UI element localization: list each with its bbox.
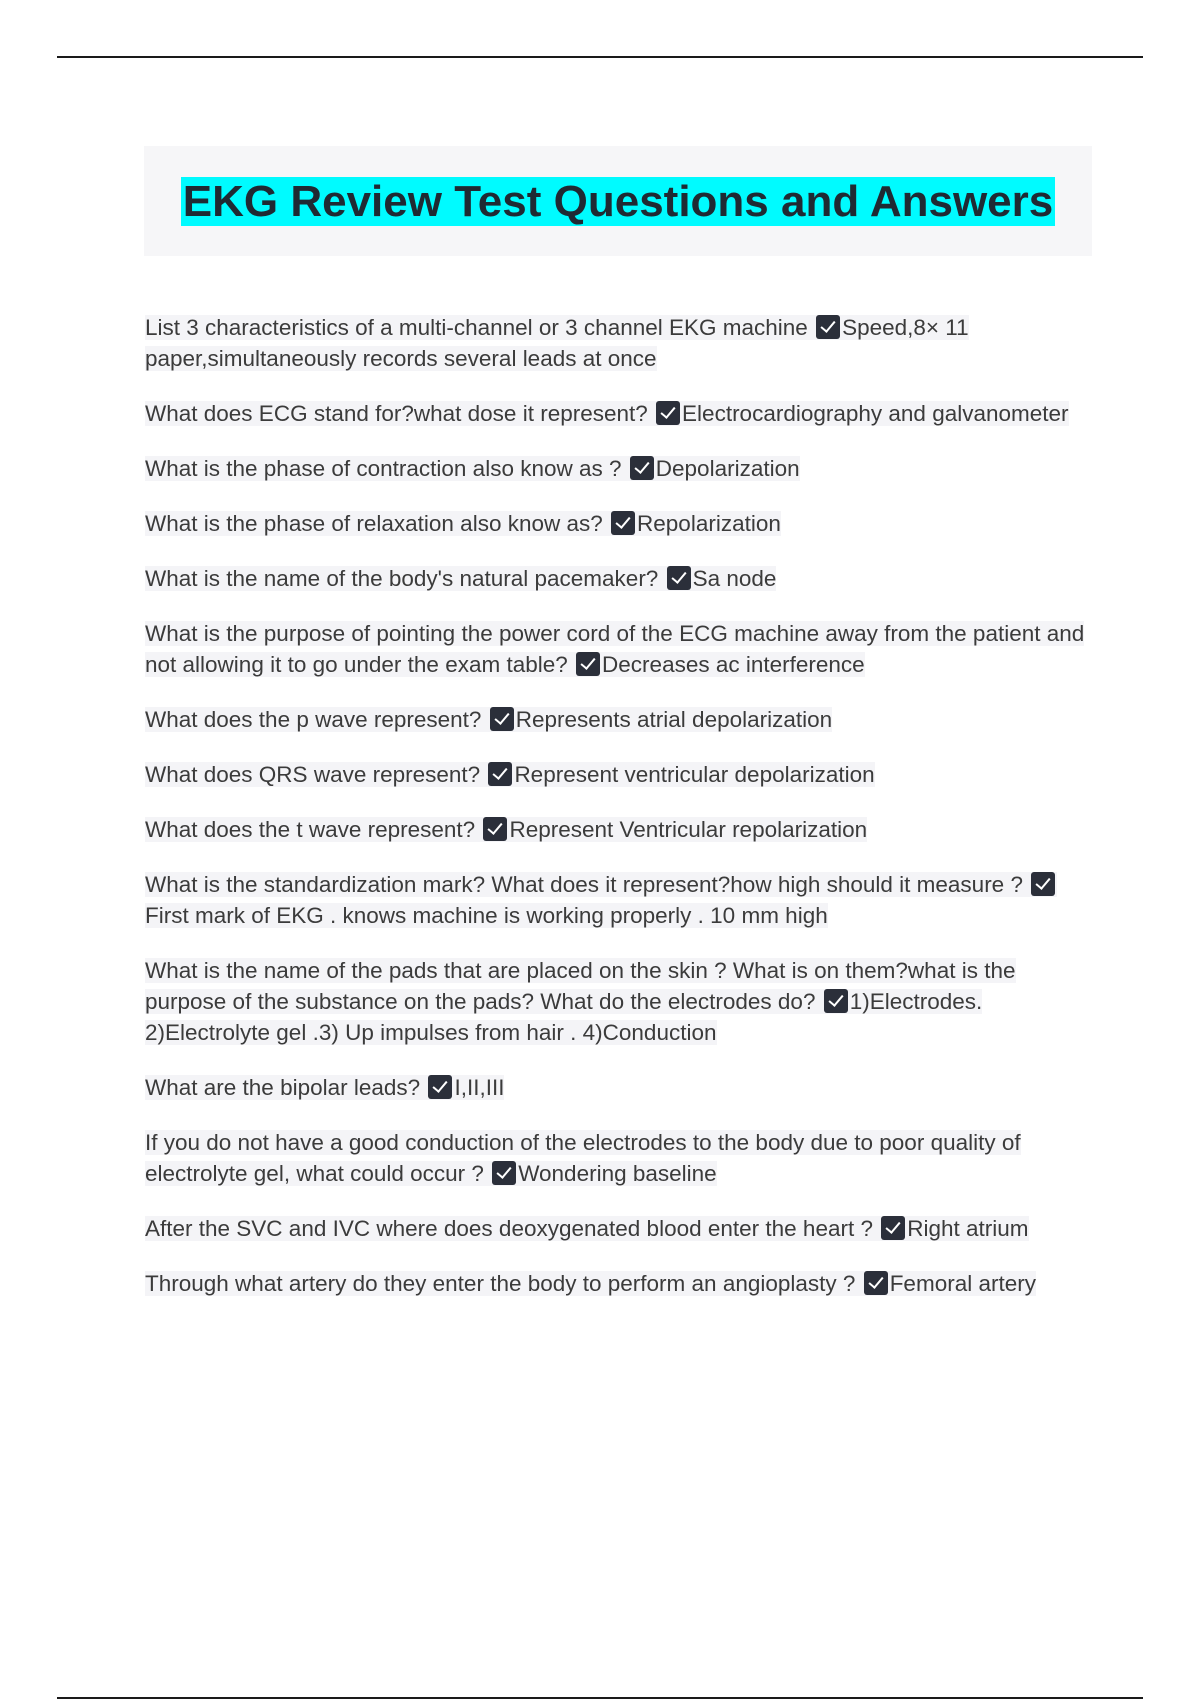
qa-item [145, 1127, 1090, 1189]
qa-item [145, 312, 1090, 374]
qa-item [145, 1072, 1090, 1103]
question-text: What does the p wave represent? [145, 707, 482, 732]
answer-text: Represents atrial depolarization [515, 707, 833, 732]
check-box-icon [667, 566, 691, 590]
answer-text: Femoral artery [889, 1271, 1036, 1296]
check-box-icon [881, 1216, 905, 1240]
check-box-icon [816, 315, 840, 339]
check-box-icon [576, 652, 600, 676]
page-title [181, 173, 1055, 230]
qa-item [145, 508, 1090, 539]
answer-text: I,II,III [454, 1075, 505, 1100]
qa-item [145, 398, 1090, 429]
check-box-icon [492, 1161, 516, 1185]
qa-item [145, 814, 1090, 845]
check-box-icon [428, 1075, 452, 1099]
answer-text: First mark of EKG . knows machine is working properly . 10 mm high [145, 903, 828, 928]
answer-text: Electrocardiography and galvanometer [682, 401, 1069, 426]
answer-text: Sa node [692, 566, 777, 591]
check-box-icon [490, 707, 514, 731]
question-text: What does QRS wave represent? [145, 762, 481, 787]
question-text: What are the bipolar leads? [145, 1075, 421, 1100]
question-text: What is the phase of contraction also know as ? [145, 456, 622, 481]
answer-text: Represent Ventricular repolarization [509, 817, 868, 842]
question-text: If you do not have a good conduction of the electrodes to the body due to poor quality of electrolyte gel, what could occur ? [145, 1130, 1021, 1186]
answer-text: Repolarization [637, 511, 781, 536]
qa-item [145, 869, 1090, 931]
page-title-text: EKG Review Test Questions and Answers [182, 176, 1054, 226]
check-box-icon [488, 762, 512, 786]
qa-list [145, 312, 1090, 1323]
qa-item [145, 453, 1090, 484]
answer-text: Depolarization [655, 456, 800, 481]
answer-text: Represent ventricular depolarization [514, 762, 875, 787]
answer-text: Wondering baseline [518, 1161, 717, 1186]
qa-item [145, 1213, 1090, 1244]
question-text: What is the purpose of pointing the power cord of the ECG machine away from the patient and not allowing it to go under the exam table? [145, 621, 1085, 677]
question-text: What does ECG stand for?what dose it represent? [145, 401, 648, 426]
question-text: What is the standardization mark? What does it represent?how high should it measure ? [145, 872, 1023, 897]
top-rule [57, 56, 1143, 58]
answer-text: 1)Electrodes. 2)Electrolyte gel .3) Up impulses from hair . 4)Conduction [145, 989, 983, 1045]
check-box-icon [824, 989, 848, 1013]
question-text: What is the phase of relaxation also know as? [145, 511, 603, 536]
question-text: List 3 characteristics of a multi-channel or 3 channel EKG machine [145, 315, 808, 340]
question-text: What does the t wave represent? [145, 817, 476, 842]
check-box-icon [630, 456, 654, 480]
check-box-icon [611, 511, 635, 535]
qa-item [145, 704, 1090, 735]
check-box-icon [1031, 872, 1055, 896]
qa-item [145, 955, 1090, 1048]
check-box-icon [656, 401, 680, 425]
qa-item [145, 1268, 1090, 1299]
answer-text: Right atrium [907, 1216, 1029, 1241]
title-banner [144, 146, 1092, 256]
qa-item [145, 618, 1090, 680]
check-box-icon [864, 1271, 888, 1295]
qa-item [145, 759, 1090, 790]
check-box-icon [483, 817, 507, 841]
question-text: Through what artery do they enter the body to perform an angioplasty ? [145, 1271, 856, 1296]
qa-item [145, 563, 1090, 594]
answer-text: Speed,8× 11 paper,simultaneously records several leads at once [145, 315, 969, 371]
question-text: After the SVC and IVC where does deoxygenated blood enter the heart ? [145, 1216, 873, 1241]
answer-text: Decreases ac interference [602, 652, 865, 677]
question-text: What is the name of the body's natural pacemaker? [145, 566, 659, 591]
bottom-rule [57, 1697, 1143, 1699]
question-text: What is the name of the pads that are placed on the skin ? What is on them?what is the purpose of the substance on the pads? What do the electrodes do? [145, 958, 1016, 1014]
